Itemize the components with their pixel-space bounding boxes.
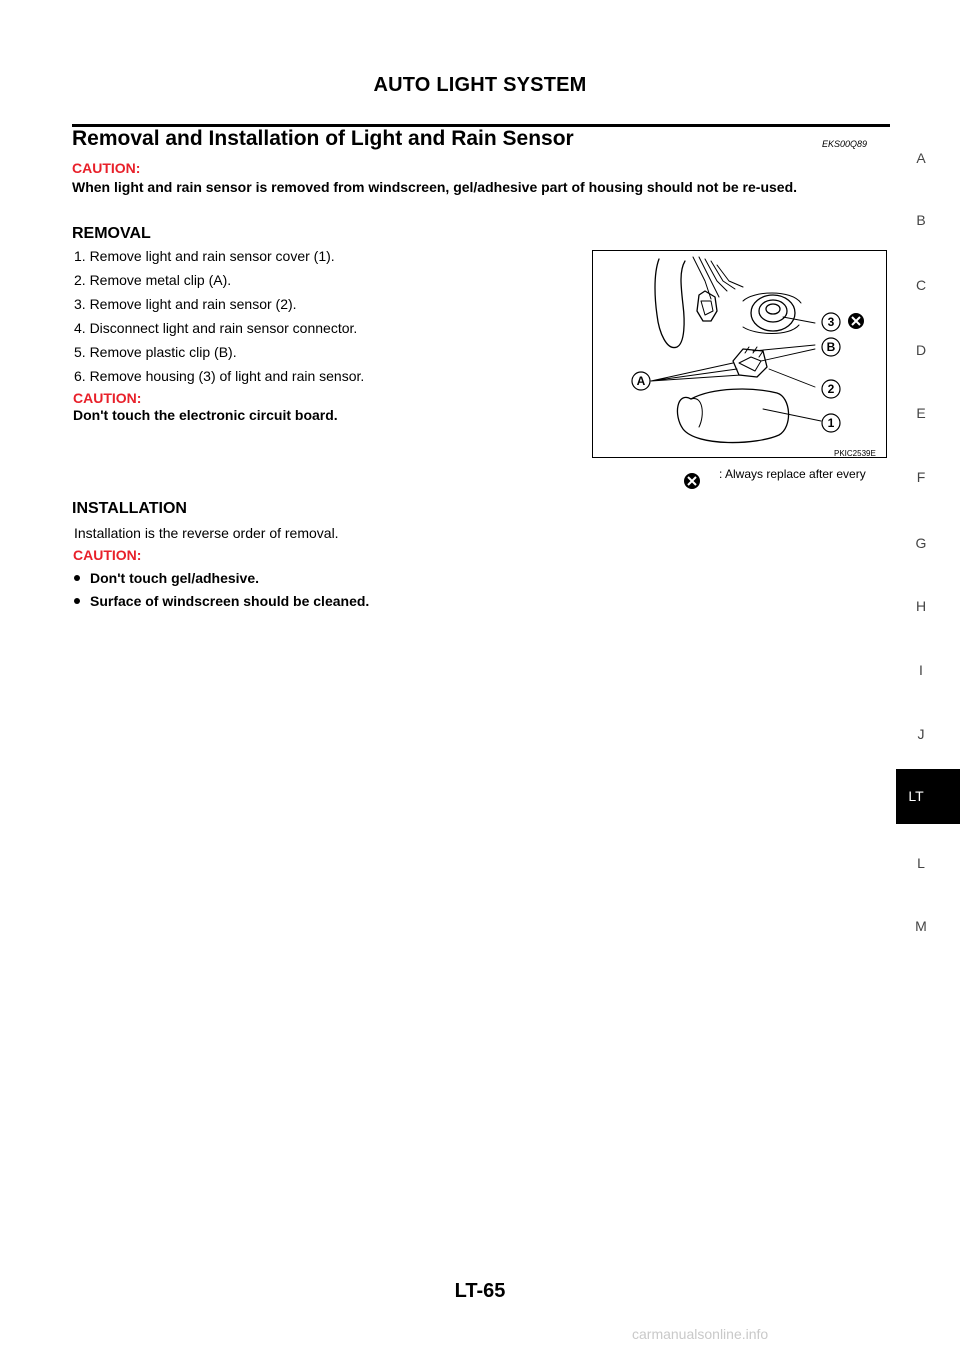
replace-icon xyxy=(683,472,701,490)
caution-text: When light and rain sensor is removed from windscreen, gel/adhesive part of housing should not be re-used. xyxy=(72,179,798,195)
index-tab-e[interactable]: E xyxy=(916,405,926,421)
bullet-icon xyxy=(74,575,80,581)
removal-step: 5. Remove plastic clip (B). xyxy=(74,344,237,360)
callout-A: A xyxy=(636,374,646,388)
removal-step: 1. Remove light and rain sensor cover (1). xyxy=(74,248,335,264)
running-header: AUTO LIGHT SYSTEM xyxy=(373,74,587,96)
figure-code: PKIC2539E xyxy=(834,449,876,458)
sensor-illustration xyxy=(593,251,885,456)
removal-step: 2. Remove metal clip (A). xyxy=(74,272,232,288)
removal-caution-text: Don't touch the electronic circuit board. xyxy=(73,407,338,423)
removal-heading: REMOVAL xyxy=(72,225,151,242)
bullet-icon xyxy=(74,598,80,604)
index-tab-c[interactable]: C xyxy=(915,277,927,293)
removal-step: 6. Remove housing (3) of light and rain sensor. xyxy=(74,368,365,384)
removal-step: 4. Disconnect light and rain sensor connector. xyxy=(74,320,358,336)
index-tab-lt-label: LT xyxy=(908,788,924,804)
installation-heading: INSTALLATION xyxy=(72,500,187,517)
bullet-text: Surface of windscreen should be cleaned. xyxy=(90,593,370,609)
callout-2: 2 xyxy=(827,382,835,396)
figure-legend: : Always replace after every xyxy=(719,467,866,481)
removal-caution-label: CAUTION: xyxy=(73,390,142,406)
index-tab-d[interactable]: D xyxy=(915,342,927,358)
index-tab-j[interactable]: J xyxy=(917,726,925,742)
watermark: carmanualsonline.info xyxy=(632,1326,769,1342)
index-tab-m[interactable]: M xyxy=(915,918,927,934)
index-tab-b[interactable]: B xyxy=(916,212,926,228)
section-code: EKS00Q89 xyxy=(822,139,868,149)
index-tab-h[interactable]: H xyxy=(915,598,927,614)
callout-1: 1 xyxy=(827,416,835,430)
callout-B: B xyxy=(826,340,836,354)
list-item xyxy=(74,570,259,586)
list-item xyxy=(74,593,369,609)
bullet-text: Don't touch gel/adhesive. xyxy=(90,570,260,586)
replace-icon xyxy=(848,313,864,329)
installation-caution-label: CAUTION: xyxy=(73,547,142,563)
sensor-diagram xyxy=(592,250,887,458)
page-number: LT-65 xyxy=(454,1280,506,1302)
removal-step: 3. Remove light and rain sensor (2). xyxy=(74,296,297,312)
index-tab-g[interactable]: G xyxy=(915,535,927,551)
installation-text: Installation is the reverse order of removal. xyxy=(74,525,339,541)
caution-label: CAUTION: xyxy=(72,160,141,176)
index-tab-a[interactable]: A xyxy=(916,150,926,166)
section-title: Removal and Installation of Light and Rain Sensor xyxy=(72,127,574,150)
index-tab-i[interactable]: I xyxy=(919,662,923,678)
index-tab-l[interactable]: L xyxy=(917,855,925,871)
callout-3: 3 xyxy=(827,315,835,329)
index-tab-f[interactable]: F xyxy=(916,469,926,485)
